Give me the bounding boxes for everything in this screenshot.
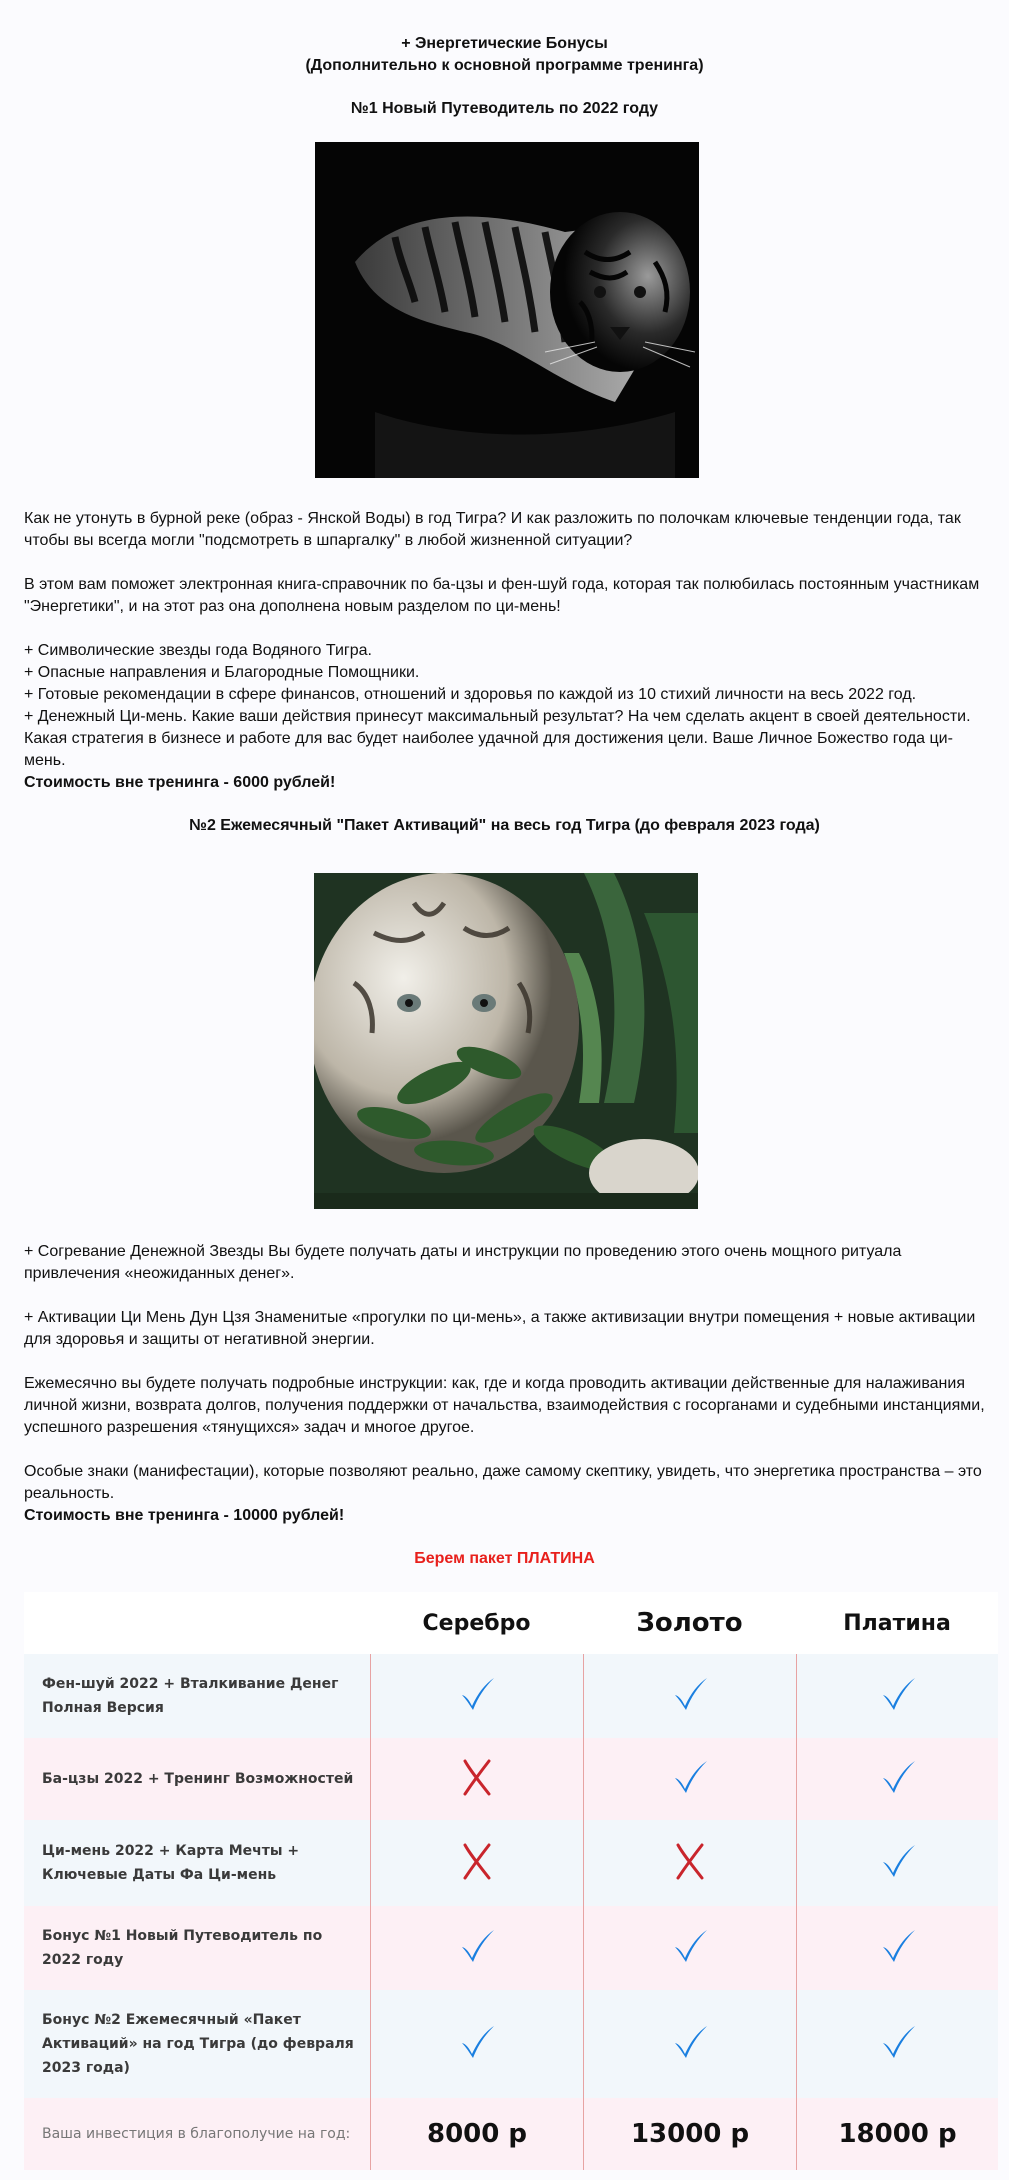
feature-label: Фен-шуй 2022 + Вталкивание Денег Полная Версия: [42, 1676, 339, 1716]
mark-cell: [370, 1906, 583, 1990]
bonus2-price: Стоимость вне тренинга - 10000 рублей!: [24, 1507, 345, 1524]
pricing-table-row: [24, 1906, 998, 1990]
bonus2-paragraph-3: Ежемесячно вы будете получать подробные инструкции: как, где и когда проводить активации действенные для налаживания личной жизни, возврата долгов, получения поддержки от начальства, взаимодействия с госорганами и судебными инстанциями, успешного разрешения «тянущихся» задач и многое другое.: [24, 1375, 985, 1436]
check-icon: [879, 1927, 917, 1970]
check-icon: [671, 1675, 709, 1718]
bonus1-price: Стоимость вне тренинга - 6000 рублей!: [24, 774, 336, 791]
column-silver: Серебро: [422, 1610, 531, 1636]
invest-label: Ваша инвестиция в благополучие на год:: [42, 2126, 351, 2142]
column-platinum: Платина: [843, 1610, 951, 1636]
bonus-title: + Энергетические Бонусы: [401, 35, 608, 52]
feature-label: Бонус №2 Ежемесячный «Пакет Активаций» на год Тигра (до февраля 2023 года): [42, 2012, 354, 2076]
bonus2-title: №2 Ежемесячный "Пакет Активаций" на весь год Тигра (до февраля 2023 года): [189, 817, 820, 834]
pricing-table-header: [24, 1592, 998, 1654]
cta-prefix[interactable]: Берем пакет: [414, 1550, 517, 1567]
bonus1-paragraph-1: Как не утонуть в бурной реке (образ - Янской Воды) в год Тигра? И как разложить по полочкам ключевые тенденции года, так чтобы вы всегда могли "подсмотреть в шпаргалку" в любой жизненной ситуации?: [24, 510, 961, 549]
mark-cell: [370, 1990, 583, 2098]
bonus2-text: [0, 1241, 1009, 1527]
feature-label: Ци-мень 2022 + Карта Мечты + Ключевые Даты Фа Ци-мень: [42, 1843, 300, 1883]
mark-cell: [796, 1820, 998, 1906]
mark-cell: [370, 1820, 583, 1906]
price-platinum[interactable]: 18000 р: [796, 2098, 998, 2170]
bonus2-paragraph-1: + Согревание Денежной Звезды Вы будете получать даты и инструкции по проведению этого очень мощного ритуала привлечения «неожиданных денег».: [24, 1243, 902, 1282]
bonus2-paragraph-2: + Активации Ци Мень Дун Цзя Знаменитые «прогулки по ци-мень», а также активизации внутри помещения + новые активации для здоровья и защиты от негативной энергии.: [24, 1309, 976, 1348]
mark-cell: [583, 1738, 796, 1820]
pricing-table-row: [24, 1990, 998, 2098]
check-icon: [671, 2023, 709, 2066]
mark-cell: [583, 1820, 796, 1906]
check-icon: [879, 2023, 917, 2066]
pricing-table-row-invest: [24, 2098, 998, 2170]
pricing-table-rows: [24, 1654, 998, 2098]
mark-cell: [796, 1990, 998, 2098]
mark-cell: [370, 1654, 583, 1738]
check-icon: [879, 1758, 917, 1801]
column-gold: Золото: [636, 1608, 743, 1638]
bonus1-text: [0, 508, 1009, 794]
check-icon: [879, 1842, 917, 1885]
pricing-table-row: [24, 1820, 998, 1906]
mark-cell: [583, 1906, 796, 1990]
bonus2-image: [314, 873, 698, 1209]
check-icon: [458, 2023, 496, 2066]
check-icon: [879, 1675, 917, 1718]
pricing-table-row: [24, 1738, 998, 1820]
check-icon: [458, 1675, 496, 1718]
mark-cell: [796, 1738, 998, 1820]
bonus1-image: [315, 142, 699, 478]
tiger-bw-illustration: [315, 142, 699, 478]
bonus1-list-item: + Опасные направления и Благородные Помощники.: [24, 664, 420, 681]
bonus1-title: №1 Новый Путеводитель по 2022 году: [350, 100, 659, 117]
pricing-table: [24, 1592, 998, 2170]
bonus2-paragraph-4: Особые знаки (манифестации), которые позволяют реально, даже самому скептику, увидеть, что энергетика пространства – это реальность.: [24, 1463, 982, 1502]
check-icon: [671, 1758, 709, 1801]
bonus1-list-item: + Денежный Ци-мень. Какие ваши действия принесут максимальный результат? На чем сделать акцент в своей деятельности. Какая стратегия в бизнесе и работе для вас будет наиболее удачной для достижения цели. Ваше Личное Божество года ци-мень.: [24, 708, 971, 769]
cta-line[interactable]: [0, 1548, 1009, 1570]
bonus1-paragraph-2: В этом вам поможет электронная книга-справочник по ба-цзы и фен-шуй года, которая так полюбилась постоянным участникам "Энергетики", и на этот раз она дополнена новым разделом по ци-мень!: [24, 576, 980, 615]
mark-cell: [370, 1738, 583, 1820]
feature-label: Бонус №1 Новый Путеводитель по 2022 году: [42, 1928, 323, 1968]
bonus-subtitle: (Дополнительно к основной программе тренинга): [305, 57, 704, 74]
price-silver[interactable]: 8000 р: [370, 2098, 583, 2170]
bonus1-list-item: + Готовые рекомендации в сфере финансов, отношений и здоровья по каждой из 10 стихий личности на весь 2022 год.: [24, 686, 917, 703]
feature-label: Ба-цзы 2022 + Тренинг Возможностей: [42, 1771, 354, 1787]
cross-icon: [458, 1842, 496, 1885]
cross-icon: [671, 1842, 709, 1885]
check-icon: [458, 1927, 496, 1970]
mark-cell: [796, 1654, 998, 1738]
pricing-table-row: [24, 1654, 998, 1738]
tiger-cub-illustration: [314, 873, 698, 1209]
mark-cell: [583, 1990, 796, 2098]
bonus-header: [0, 33, 1009, 77]
cta-highlight[interactable]: ПЛАТИНА: [516, 1550, 595, 1567]
price-gold[interactable]: 13000 р: [583, 2098, 796, 2170]
check-icon: [671, 1927, 709, 1970]
mark-cell: [583, 1654, 796, 1738]
bonus1-list-item: + Символические звезды года Водяного Тигра.: [24, 642, 372, 659]
cross-icon: [458, 1758, 496, 1801]
mark-cell: [796, 1906, 998, 1990]
